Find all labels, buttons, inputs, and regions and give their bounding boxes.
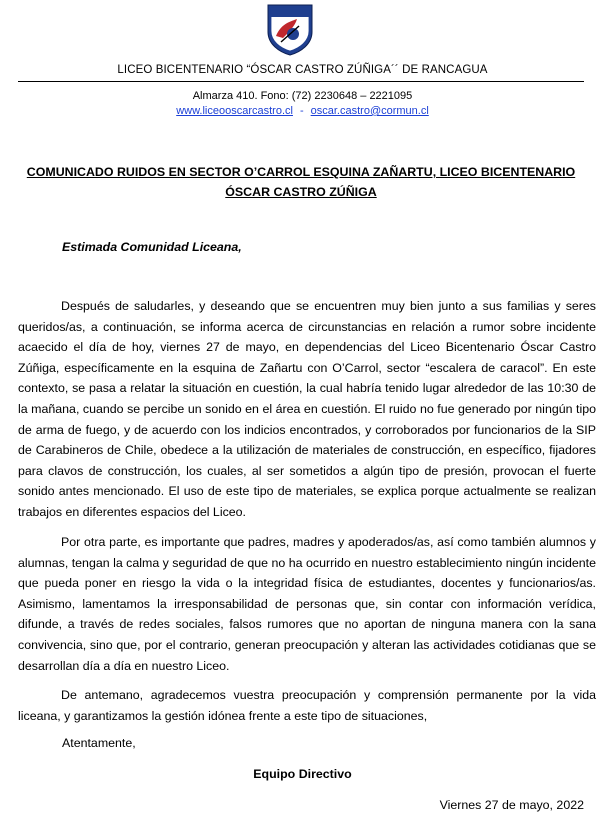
school-name: LICEO BICENTENARIO “ÓSCAR CASTRO ZÚÑIGA´´ DE RANCAGUA — [117, 64, 488, 76]
closing: Atentamente, — [62, 736, 136, 750]
signature: Equipo Directivo — [253, 767, 352, 781]
document-title: COMUNICADO RUIDOS EN SECTOR O’CARROL ESQUINA ZAÑARTU, LICEO BICENTENARIO ÓSCAR CASTRO ZÚÑIGA — [26, 165, 576, 199]
school-address: Almarza 410. Fono: (72) 2230648 – 2221095 — [192, 90, 413, 102]
body-paragraph-3: De antemano, agradecemos vuestra preocupación y comprensión permanente por la vida liceana, y garantizamos la gestión idónea frente a este tipo de situaciones, — [18, 688, 596, 723]
greeting: Estimada Comunidad Liceana, — [62, 240, 242, 254]
school-crest-logo — [267, 4, 313, 56]
body-paragraph-2: Por otra parte, es importante que padres, madres y apoderados/as, así como también alumnos y alumnas, tengan la calma y seguridad de que no ha ocurrido en nuestro establecimiento ningún incidente que pueda poner en riesgo la vida o la integridad física de estudiantes, docentes y funcionarios/as. Asimismo, lamentamos la irresponsabilidad de personas que, sin contar con información verídica, difunde, a través de redes sociales, falsos rumores que no aportan de ninguna manera con la sana convivencia, sino que, por el contrario, generan preocupación y alteran las actividades cotidianas que se desarrollan día a día en nuestro Liceo. — [18, 535, 596, 673]
header-divider — [18, 81, 584, 82]
contact-line — [0, 105, 605, 117]
document-date: Viernes 27 de mayo, 2022 — [439, 798, 584, 812]
body-paragraph-1: Después de saludarles, y deseando que se encuentren muy bien junto a sus familias y seres queridos/as, a continuación, se informa acerca de circunstancias en relación a rumor sobre incidente acaecido el día de hoy, viernes 27 de mayo, en dependencias del Liceo Bicentenario Óscar Castro Zúñiga, específicamente en la esquina de Zañartu con O’Carrol, sector “escalera de caracol”. En este contexto, se pasa a relatar la situación en cuestión, la cual habría tenido lugar alrededor de las 10:30 de la mañana, cuando se percibe un sonido en el área en cuestión. El ruido no fue generado por ningún tipo de arma de fuego, y de acuerdo con los indicios encontrados, y corroborados por funcionarios de la SIP de Carabineros de Chile, obedece a la utilización de materiales de construcción, en específico, fijadores para clavos de construcción, los cuales, al ser sometidos a algún tipo de presión, provocan el fuerte sonido antes mencionado. El uso de este tipo de materiales, se explica porque actualmente se realizan trabajos en diferentes espacios del Liceo. — [18, 299, 596, 519]
email-link[interactable]: oscar.castro@cormun.cl — [310, 105, 429, 117]
website-link[interactable]: www.liceooscarcastro.cl — [176, 105, 293, 117]
contact-separator: - — [299, 105, 304, 117]
